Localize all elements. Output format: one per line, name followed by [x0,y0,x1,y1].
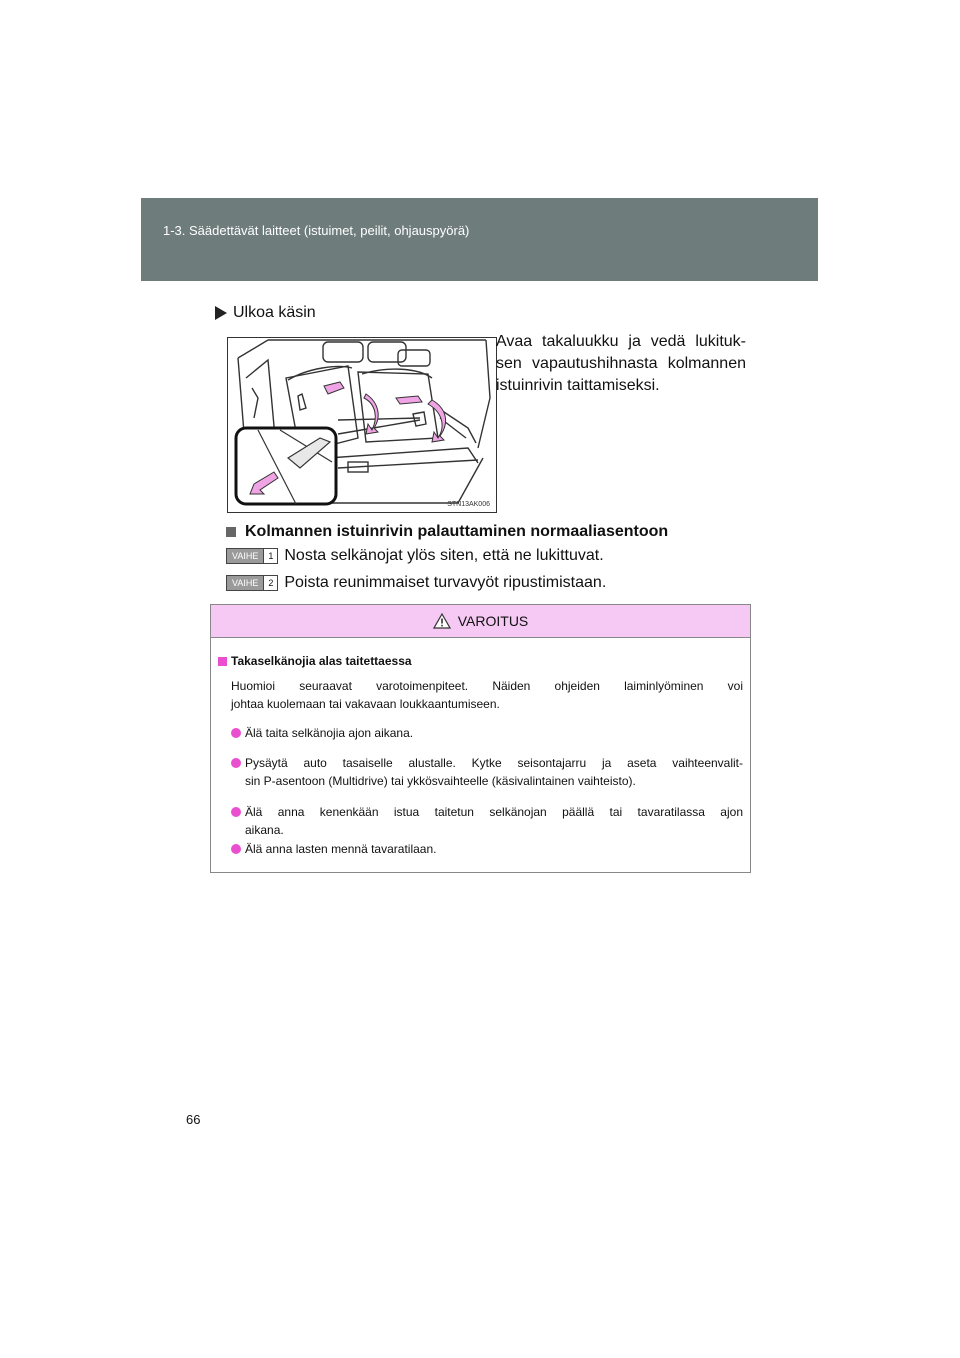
step-number: 2 [263,576,277,590]
cargo-area-drawing-icon [228,338,496,512]
bullet-dot-icon [231,807,241,817]
bullet-dot-icon [231,758,241,768]
warning-header [211,605,750,638]
step-badge [226,575,278,591]
description [496,331,746,397]
step-text: Nosta selkänojat ylös siten, että ne lukittuvat. [284,547,604,564]
warning-box [210,604,751,873]
warning-heading: VAROITUS [457,613,529,629]
step-text: Poista reunimmaiset turvavyöt ripustimistaan. [284,574,607,591]
page-number: 66 [186,1112,201,1127]
figure-code: STN13AK006 [447,501,490,508]
warning-bullet [231,840,743,858]
step-label: VAIHE [227,576,263,590]
description-line: istuinrivin taittamiseksi. [496,377,660,394]
warning-bullet [231,724,743,742]
bullet-line: sin P-asentoon (Multidrive) tai ykkösvaihteelle (käsivalintainen vaihteisto). [245,774,636,788]
warning-bullet [231,803,743,839]
intro-line: Huomioi seuraavat varotoimenpiteet. Näiden ohjeiden laiminlyöminen voi [231,679,743,693]
section-heading [226,523,668,541]
chapter-title: 1-3. Säädettävät laitteet (istuimet, peilit, ohjauspyörä) [163,223,470,238]
bullet-line: Älä anna kenenkään istua taitetun selkänojan päällä tai tavaratilassa ajon [245,805,743,819]
warning-title-text: Takaselkänojia alas taitettaessa [231,654,412,668]
warning-bullet [231,754,743,790]
section-title: Kolmannen istuinrivin palauttaminen normaaliasentoon [245,523,669,540]
bullet-line: Älä taita selkänojia ajon aikana. [245,726,414,740]
subheading [215,304,316,322]
bullet-dot-icon [231,844,241,854]
square-bullet-icon [218,657,227,666]
triangle-bullet-icon [215,306,227,320]
step-2 [226,574,606,592]
bullet-line: Älä anna lasten mennä tavaratilaan. [245,842,437,856]
description-line: sen vapautushihnasta kolmannen [496,355,746,372]
intro-line: johtaa kuolemaan tai vakavaan loukkaantumiseen. [231,697,500,711]
square-bullet-icon [226,527,236,537]
step-label: VAIHE [227,549,263,563]
warning-title [218,654,412,668]
step-number: 1 [263,549,277,563]
warning-intro [231,677,743,713]
bullet-line: Pysäytä auto tasaiselle alustalle. Kytke seisontajarru ja aseta vaihteenvalit- [245,756,743,770]
description-line: Avaa takaluukku ja vedä lukituk- [496,333,746,350]
warning-triangle-icon [433,613,451,629]
bullet-line: aikana. [245,823,284,837]
chapter-header [141,198,818,281]
step-badge [226,548,278,564]
seat-fold-illustration [227,337,497,513]
step-1 [226,547,604,565]
bullet-dot-icon [231,728,241,738]
subheading-text: Ulkoa käsin [233,304,316,321]
